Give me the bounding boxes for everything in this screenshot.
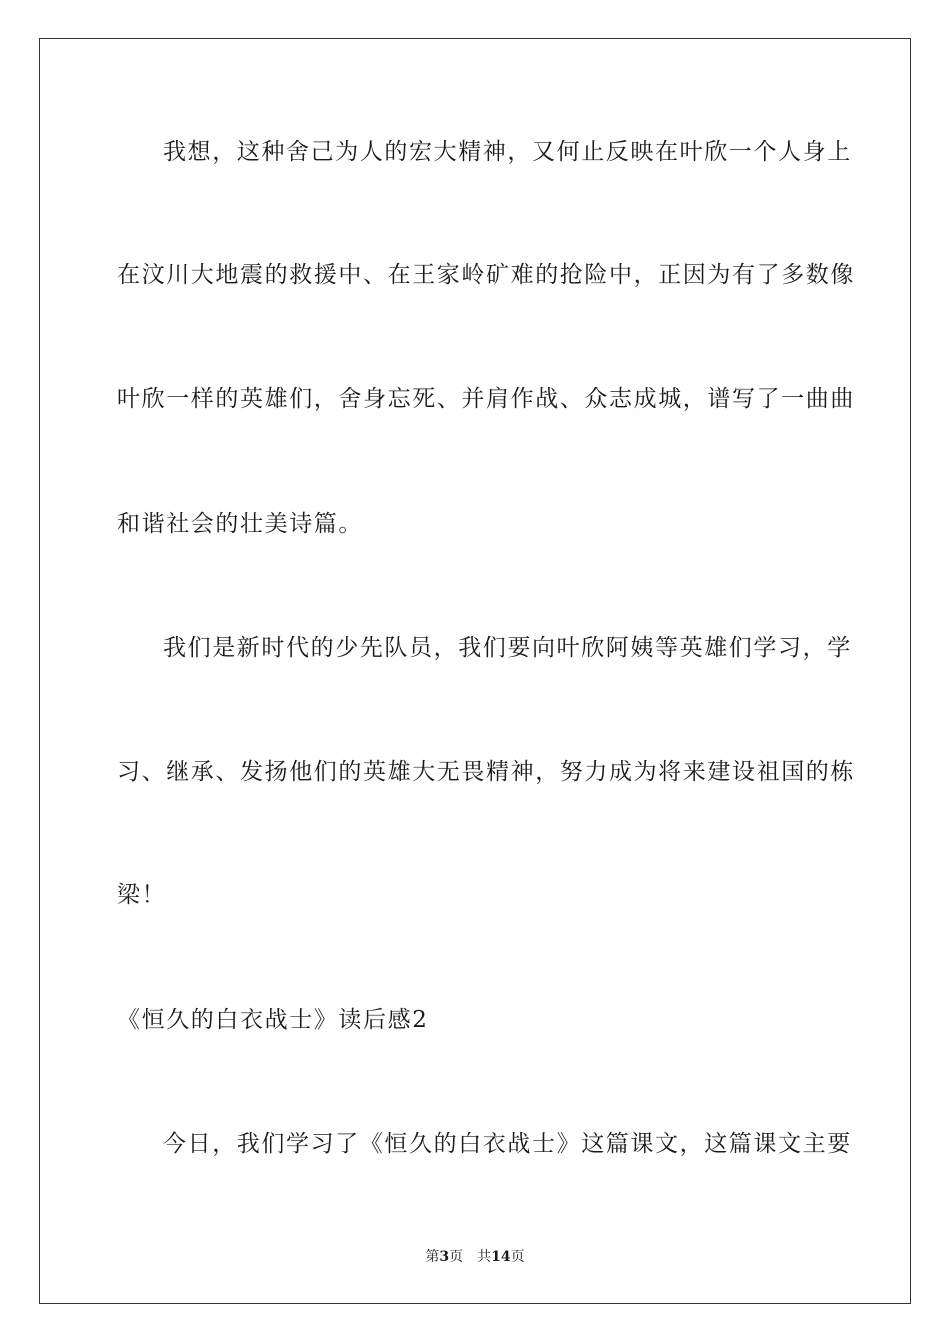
footer-current-page: 3 (439, 1249, 450, 1265)
paragraph-line: 习、继承、发扬他们的英雄大无畏精神，努力成为将来建设祖国的栋 (117, 759, 855, 785)
footer-total-pages: 14 (491, 1249, 511, 1265)
section-heading: 《恒久的白衣战士》读后感2 (117, 1007, 429, 1033)
paragraph-line: 我们是新时代的少先队员，我们要向叶欣阿姨等英雄们学习，学 (163, 635, 852, 661)
page-footer (0, 1248, 950, 1266)
footer-prefix: 第 (425, 1249, 440, 1265)
paragraph-line: 今日，我们学习了《恒久的白衣战士》这篇课文，这篇课文主要 (163, 1131, 852, 1157)
page-frame (39, 38, 911, 1304)
footer-suffix: 页 (510, 1249, 525, 1265)
paragraph-line: 我想，这种舍己为人的宏大精神，又何止反映在叶欣一个人身上 (163, 139, 852, 165)
footer-mid: 页 共 (449, 1249, 492, 1265)
paragraph-line: 和谐社会的壮美诗篇。 (117, 511, 363, 537)
paragraph-line: 在汶川大地震的救援中、在王家岭矿难的抢险中，正因为有了多数像 (117, 262, 855, 288)
paragraph-line: 叶欣一样的英雄们，舍身忘死、并肩作战、众志成城，谱写了一曲曲 (117, 386, 855, 412)
paragraph-line: 梁！ (117, 882, 167, 908)
